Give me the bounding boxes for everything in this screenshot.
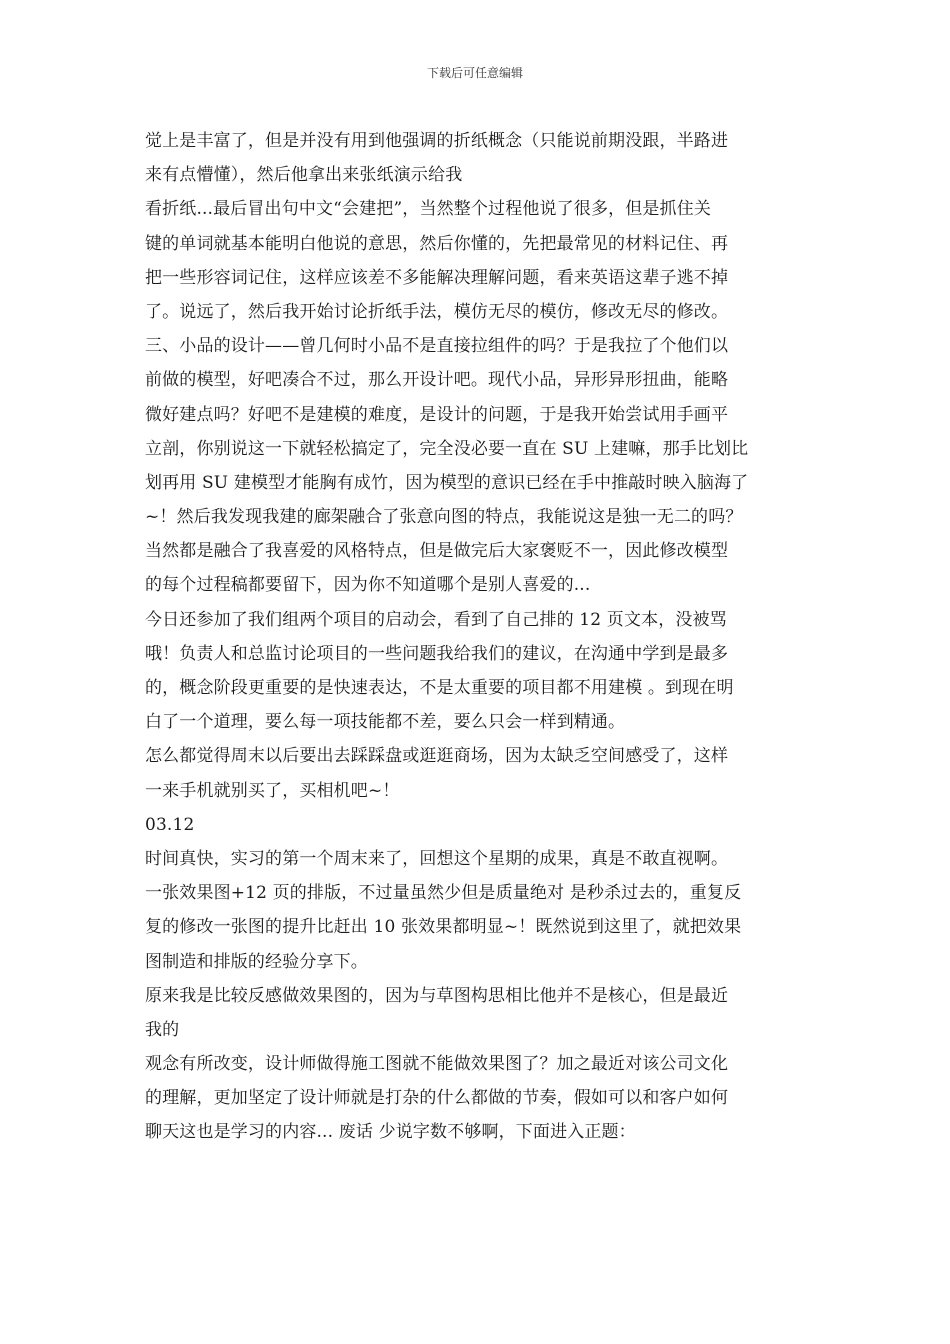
text-line: 当然都是融合了我喜爱的风格特点，但是做完后大家褒贬不一，因此修改模型 bbox=[145, 541, 729, 562]
text-line: 划再用 SU 建模型才能胸有成竹，因为模型的意识已经在手中推敲时映入脑海了 bbox=[145, 472, 749, 493]
text-line: 微好建点吗？好吧不是建模的难度，是设计的问题，于是我开始尝试用手画平 bbox=[145, 404, 729, 425]
text-line: 的，概念阶段更重要的是快速表达，不是太重要的项目都不用建模 。到现在明 bbox=[145, 678, 734, 698]
text-line: 观念有所改变，设计师做得施工图就不能做效果图了？加之最近对该公司文化 bbox=[145, 1054, 729, 1075]
text-line: 我的 bbox=[145, 1019, 180, 1040]
text-line: 聊天这也是学习的内容... 废话 少说字数不够啊，下面进入正题： bbox=[145, 1122, 636, 1143]
text-line: 来有点懵懂），然后他拿出来张纸演示给我 bbox=[145, 165, 463, 186]
text-line: 03.12 bbox=[145, 814, 195, 835]
text-line: 怎么都觉得周末以后要出去踩踩盘或逛逛商场，因为太缺乏空间感受了，这样 bbox=[145, 746, 729, 767]
text-line: 的理解，更加坚定了设计师就是打杂的什么都做的节奏，假如可以和客户如何 bbox=[145, 1088, 729, 1109]
text-line: 今日还参加了我们组两个项目的启动会，看到了自己排的 12 页文本，没被骂 bbox=[145, 609, 727, 630]
page-header: 下载后可任意编辑 bbox=[426, 66, 523, 80]
text-line: 觉上是丰富了，但是并没有用到他强调的折纸概念（只能说前期没跟，半路进 bbox=[145, 131, 729, 151]
text-line: 了。说远了，然后我开始讨论折纸手法，模仿无尽的模仿，修改无尽的修改。 bbox=[145, 301, 729, 322]
text-line: 白了一个道理，要么每一项技能都不差，要么只会一样到精通。 bbox=[145, 712, 626, 733]
text-line: 前做的模型，好吧凑合不过，那么开设计吧。现代小品，异形异形扭曲，能略 bbox=[145, 370, 729, 391]
text-line: 时间真快，实习的第一个周末来了，回想这个星期的成果，真是不敢直视啊。 bbox=[145, 848, 729, 869]
text-line: 一张效果图+12 页的排版，不过量虽然少但是质量绝对 是秒杀过去的，重复反 bbox=[145, 883, 742, 904]
text-line: 原来我是比较反感做效果图的，因为与草图构思相比他并不是核心，但是最近 bbox=[145, 985, 729, 1006]
text-line: 键的单词就基本能明白他说的意思，然后你懂的，先把最常见的材料记住、再 bbox=[145, 233, 729, 254]
text-line: 把一些形容词记住，这样应该差不多能解决理解问题，看来英语这辈子逃不掉 bbox=[145, 267, 729, 288]
text-line: 复的修改一张图的提升比赶出 10 张效果都明显~！既然说到这里了，就把效果 bbox=[145, 917, 742, 938]
body-text bbox=[145, 124, 810, 1150]
text-line: 立剖，你别说这一下就轻松搞定了，完全没必要一直在 SU 上建嘛，那手比划比 bbox=[145, 438, 749, 459]
text-line: 的每个过程稿都要留下，因为你不知道哪个是别人喜爱的... bbox=[145, 575, 591, 596]
text-line: 看折纸...最后冒出句中文“会建把”，当然整个过程他说了很多，但是抓住关 bbox=[145, 199, 711, 220]
text-line: 哦！负责人和总监讨论项目的一些问题我给我们的建议，在沟通中学到是最多 bbox=[145, 643, 729, 664]
text-line: ~！然后我发现我建的廊架融合了张意向图的特点，我能说这是独一无二的吗？ bbox=[145, 507, 743, 528]
text-line: 一来手机就别买了，买相机吧~！ bbox=[145, 780, 400, 801]
text-line: 图制造和排版的经验分享下。 bbox=[145, 951, 368, 972]
text-line: 三、小品的设计——曾几何时小品不是直接拉组件的吗？于是我拉了个他们以 bbox=[145, 336, 729, 357]
